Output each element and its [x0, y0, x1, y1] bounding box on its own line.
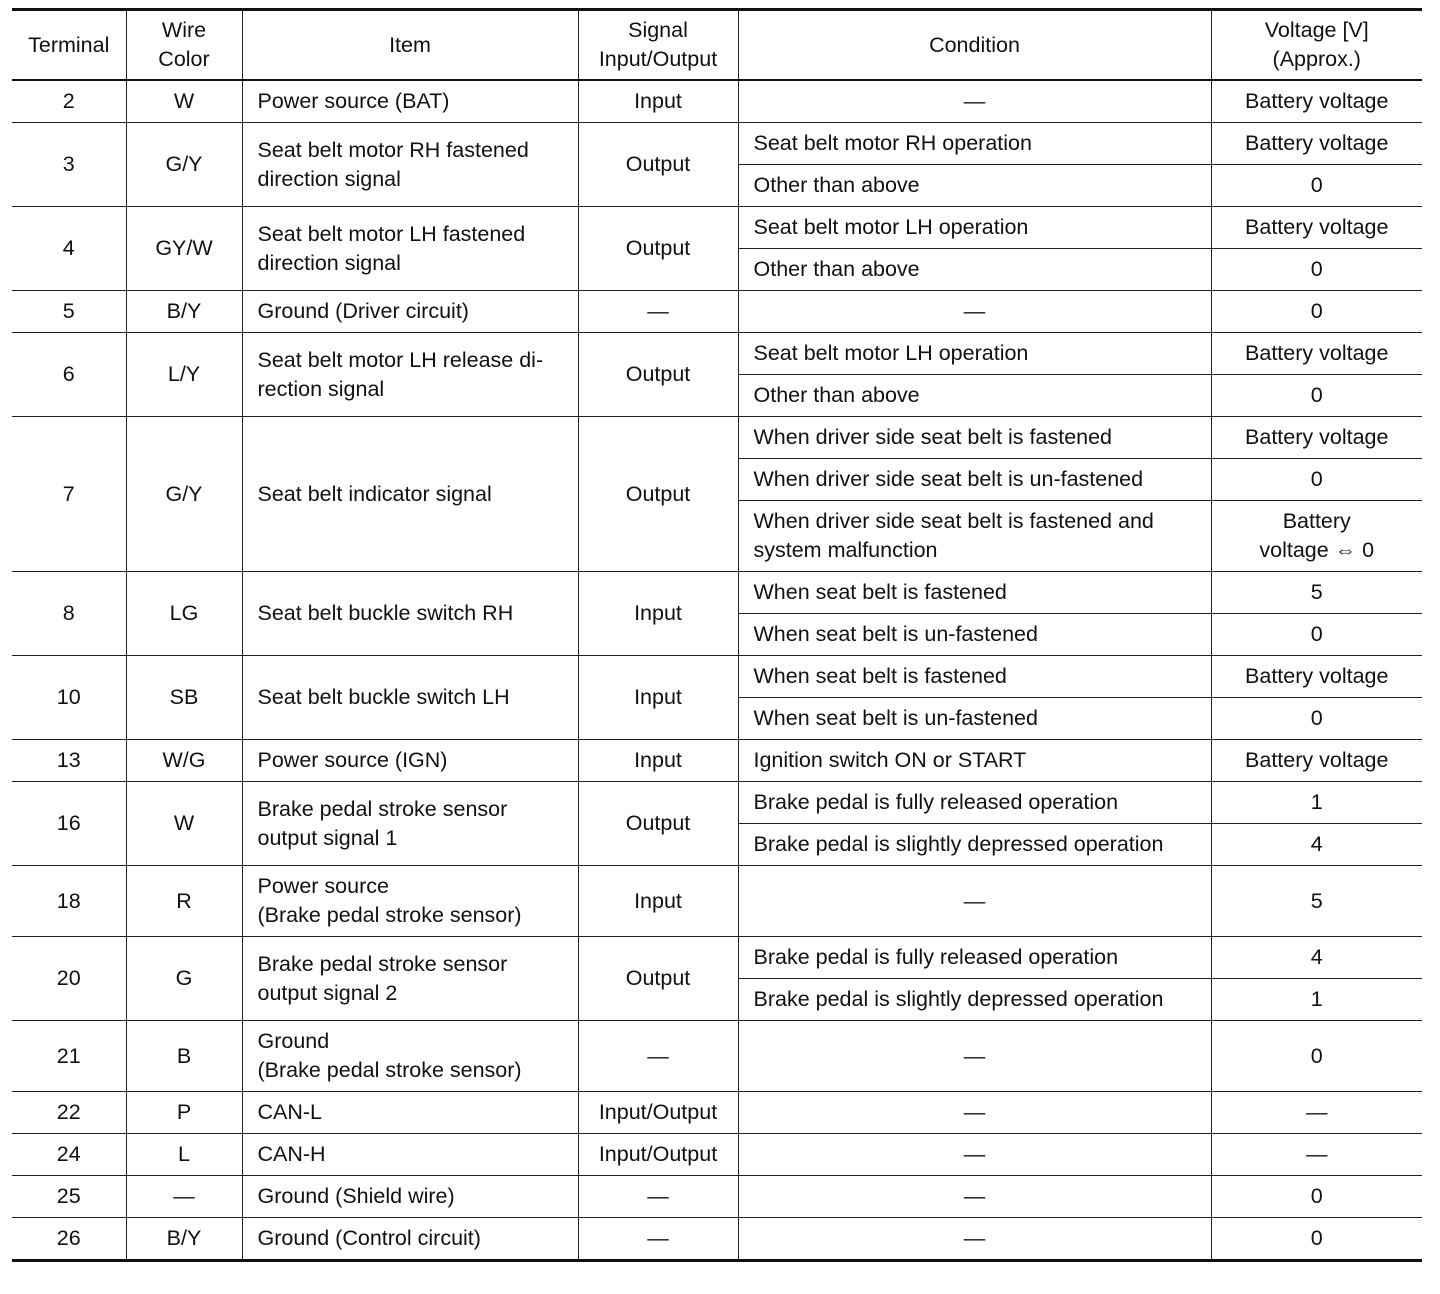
condition-cell: Seat belt motor LH operation: [738, 333, 1211, 375]
table-row: [12, 866, 1422, 937]
item-cell: Seat belt motor RH fastened direction signal: [242, 123, 578, 207]
condition-cell: —: [738, 1134, 1211, 1176]
terminal-table-container: [12, 8, 1422, 1262]
terminal-cell: 7: [12, 417, 126, 572]
wire-color-cell: W: [126, 782, 242, 866]
wire-color-cell: W/G: [126, 740, 242, 782]
item-cell: Power source (Brake pedal stroke sensor): [242, 866, 578, 937]
header-terminal: Terminal: [12, 10, 126, 81]
terminal-cell: 26: [12, 1218, 126, 1261]
item-cell: Brake pedal stroke sensor output signal 1: [242, 782, 578, 866]
signal-cell: Input/Output: [578, 1134, 738, 1176]
condition-cell: —: [738, 1176, 1211, 1218]
voltage-cell: 0: [1211, 1176, 1422, 1218]
item-cell: Seat belt buckle switch LH: [242, 656, 578, 740]
terminal-cell: 8: [12, 572, 126, 656]
condition-cell: —: [738, 1021, 1211, 1092]
item-cell: CAN-L: [242, 1092, 578, 1134]
terminal-cell: 22: [12, 1092, 126, 1134]
condition-cell: —: [738, 1092, 1211, 1134]
signal-cell: —: [578, 1218, 738, 1261]
item-cell: Ground (Brake pedal stroke sensor): [242, 1021, 578, 1092]
voltage-cell: 5: [1211, 866, 1422, 937]
condition-cell: When seat belt is un-fastened: [738, 698, 1211, 740]
table-row: [12, 333, 1422, 375]
signal-cell: Input: [578, 866, 738, 937]
item-cell: CAN-H: [242, 1134, 578, 1176]
header-item: Item: [242, 10, 578, 81]
wire-color-cell: P: [126, 1092, 242, 1134]
voltage-cell: 4: [1211, 824, 1422, 866]
wire-color-cell: B: [126, 1021, 242, 1092]
terminal-cell: 3: [12, 123, 126, 207]
voltage-cell: 0: [1211, 291, 1422, 333]
voltage-cell: Battery voltage ⇔ 0: [1211, 501, 1422, 572]
condition-cell: When seat belt is fastened: [738, 572, 1211, 614]
voltage-cell: Battery voltage: [1211, 80, 1422, 123]
condition-cell: Brake pedal is slightly depressed operation: [738, 979, 1211, 1021]
table-row: [12, 937, 1422, 979]
voltage-cell: —: [1211, 1134, 1422, 1176]
voltage-cell: Battery voltage: [1211, 207, 1422, 249]
condition-cell: When driver side seat belt is fastened: [738, 417, 1211, 459]
voltage-cell: Battery voltage: [1211, 417, 1422, 459]
condition-cell: Ignition switch ON or START: [738, 740, 1211, 782]
table-row: [12, 207, 1422, 249]
table-row: [12, 782, 1422, 824]
wire-color-cell: SB: [126, 656, 242, 740]
signal-cell: Input: [578, 740, 738, 782]
header-wire-color: Wire Color: [126, 10, 242, 81]
table-row: [12, 1134, 1422, 1176]
terminal-cell: 25: [12, 1176, 126, 1218]
item-cell: Power source (BAT): [242, 80, 578, 123]
table-row: [12, 1218, 1422, 1261]
voltage-cell: Battery voltage: [1211, 333, 1422, 375]
voltage-cell: 4: [1211, 937, 1422, 979]
item-cell: Ground (Driver circuit): [242, 291, 578, 333]
signal-cell: —: [578, 1176, 738, 1218]
header-signal: Signal Input/Output: [578, 10, 738, 81]
condition-cell: Other than above: [738, 249, 1211, 291]
condition-cell: When seat belt is un-fastened: [738, 614, 1211, 656]
table-row: [12, 572, 1422, 614]
condition-cell: Seat belt motor RH operation: [738, 123, 1211, 165]
signal-cell: Output: [578, 333, 738, 417]
voltage-cell: Battery voltage: [1211, 740, 1422, 782]
item-cell: Seat belt buckle switch RH: [242, 572, 578, 656]
voltage-cell: 0: [1211, 698, 1422, 740]
signal-cell: —: [578, 1021, 738, 1092]
item-cell: Seat belt motor LH release di- rection signal: [242, 333, 578, 417]
signal-cell: Output: [578, 123, 738, 207]
table-row: [12, 417, 1422, 459]
voltage-cell: 1: [1211, 979, 1422, 1021]
signal-cell: Input/Output: [578, 1092, 738, 1134]
table-row: [12, 291, 1422, 333]
terminal-cell: 13: [12, 740, 126, 782]
signal-cell: Input: [578, 80, 738, 123]
table-row: [12, 656, 1422, 698]
voltage-cell: —: [1211, 1092, 1422, 1134]
condition-cell: When driver side seat belt is un-fastened: [738, 459, 1211, 501]
wire-color-cell: G/Y: [126, 417, 242, 572]
condition-cell: Other than above: [738, 375, 1211, 417]
item-cell: Brake pedal stroke sensor output signal 2: [242, 937, 578, 1021]
table-row: [12, 1021, 1422, 1092]
wire-color-cell: R: [126, 866, 242, 937]
voltage-cell: 0: [1211, 1218, 1422, 1261]
condition-cell: Seat belt motor LH operation: [738, 207, 1211, 249]
item-cell: Seat belt indicator signal: [242, 417, 578, 572]
item-cell: Ground (Control circuit): [242, 1218, 578, 1261]
terminal-cell: 18: [12, 866, 126, 937]
terminal-cell: 21: [12, 1021, 126, 1092]
terminal-cell: 2: [12, 80, 126, 123]
wire-color-cell: G/Y: [126, 123, 242, 207]
voltage-cell: Battery voltage: [1211, 123, 1422, 165]
condition-cell: Brake pedal is slightly depressed operation: [738, 824, 1211, 866]
signal-cell: Output: [578, 207, 738, 291]
condition-cell: —: [738, 1218, 1211, 1261]
header-condition: Condition: [738, 10, 1211, 81]
signal-cell: Output: [578, 937, 738, 1021]
signal-cell: Output: [578, 782, 738, 866]
voltage-cell: Battery voltage: [1211, 656, 1422, 698]
signal-cell: Input: [578, 572, 738, 656]
wire-color-cell: —: [126, 1176, 242, 1218]
terminal-cell: 16: [12, 782, 126, 866]
signal-cell: —: [578, 291, 738, 333]
table-row: [12, 1092, 1422, 1134]
terminal-cell: 10: [12, 656, 126, 740]
wire-color-cell: B/Y: [126, 291, 242, 333]
voltage-cell: 0: [1211, 614, 1422, 656]
condition-cell: —: [738, 291, 1211, 333]
condition-cell: When driver side seat belt is fastened and system malfunction: [738, 501, 1211, 572]
terminal-table: [12, 8, 1422, 1262]
wire-color-cell: G: [126, 937, 242, 1021]
wire-color-cell: GY/W: [126, 207, 242, 291]
wire-color-cell: W: [126, 80, 242, 123]
table-row: [12, 123, 1422, 165]
wire-color-cell: L/Y: [126, 333, 242, 417]
voltage-cell: 1: [1211, 782, 1422, 824]
voltage-cell: 0: [1211, 375, 1422, 417]
terminal-cell: 4: [12, 207, 126, 291]
terminal-cell: 20: [12, 937, 126, 1021]
condition-cell: Brake pedal is fully released operation: [738, 782, 1211, 824]
terminal-cell: 5: [12, 291, 126, 333]
condition-cell: Other than above: [738, 165, 1211, 207]
voltage-cell: 0: [1211, 459, 1422, 501]
condition-cell: —: [738, 866, 1211, 937]
wire-color-cell: LG: [126, 572, 242, 656]
signal-cell: Input: [578, 656, 738, 740]
wire-color-cell: B/Y: [126, 1218, 242, 1261]
voltage-cell: 5: [1211, 572, 1422, 614]
header-row: [12, 10, 1422, 81]
table-row: [12, 740, 1422, 782]
terminal-cell: 24: [12, 1134, 126, 1176]
voltage-cell: 0: [1211, 249, 1422, 291]
item-cell: Ground (Shield wire): [242, 1176, 578, 1218]
item-cell: Power source (IGN): [242, 740, 578, 782]
table-row: [12, 80, 1422, 123]
voltage-cell: 0: [1211, 165, 1422, 207]
condition-cell: When seat belt is fastened: [738, 656, 1211, 698]
voltage-cell: 0: [1211, 1021, 1422, 1092]
condition-cell: —: [738, 80, 1211, 123]
table-body: [12, 80, 1422, 1261]
signal-cell: Output: [578, 417, 738, 572]
condition-cell: Brake pedal is fully released operation: [738, 937, 1211, 979]
wire-color-cell: L: [126, 1134, 242, 1176]
item-cell: Seat belt motor LH fastened direction signal: [242, 207, 578, 291]
terminal-cell: 6: [12, 333, 126, 417]
table-row: [12, 1176, 1422, 1218]
header-voltage: Voltage [V] (Approx.): [1211, 10, 1422, 81]
